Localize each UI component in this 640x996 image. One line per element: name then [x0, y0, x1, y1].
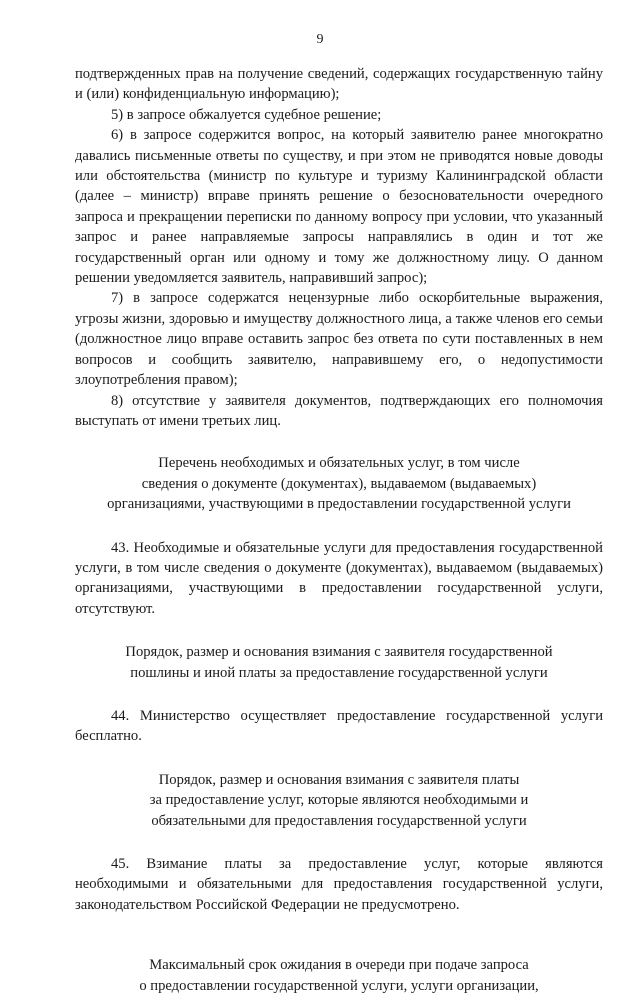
heading-line: Перечень необходимых и обязательных услуг, в том числе [158, 455, 520, 472]
heading-line: Порядок, размер и основания взимания с заявителя государственной [125, 644, 553, 661]
section-heading-required-services [75, 453, 603, 514]
paragraph-item-8: 8) отсутствие у заявителя документов, подтверждающих его полномочия выступать от имени третьих лиц. [75, 392, 603, 429]
paragraph-continuation: подтвержденных прав на получение сведений, содержащих государственную тайну и (или) конфиденциальную информацию); [75, 66, 603, 103]
heading-line: организациями, участвующими в предоставлении государственной услуги [107, 496, 571, 513]
heading-line: сведения о документе (документах), выдаваемом (выдаваемых) [141, 475, 537, 492]
paragraph-44: 44. Министерство осуществляет предоставление государственной услуги бесплатно. [75, 707, 603, 745]
heading-line: Порядок, размер и основания взимания с заявителя платы [158, 771, 520, 788]
heading-line: за предоставление услуг, которые являются необходимыми и [149, 792, 529, 809]
paragraph-43: 43. Необходимые и обязательные услуги для предоставления государственной услуги, в том числе сведения о документе (документах), выдаваемом (выдаваемых) организациями, участвующими в предоставлении государственной услуги, отсутствуют. [75, 539, 603, 617]
heading-line: о предоставлении государственной услуги, услуги организации, [139, 977, 539, 994]
paragraph-item-6: 6) в запросе содержится вопрос, на который заявителю ранее многократно давались письменные ответы по существу, и при этом не приводятся новые доводы или обстоятельства (министр по культуре и туризму Калининградской области (далее – министр) вправе принять решение о безосновательности очередного запроса и прекращении переписки по данному вопросу при условии, что указанный запрос и ранее направляемые запросы направлялись в один и тот же государственный орган или одному и тому же должностному лицу. О данном решении уведомляется заявитель, направивший запрос); [75, 127, 603, 287]
document-body [75, 64, 603, 996]
section-heading-state-fee [75, 642, 603, 683]
heading-line: пошлины и иной платы за предоставление государственной услуги [130, 664, 548, 681]
paragraph-45: 45. Взимание платы за предоставление услуг, которые являются необходимыми и обязательными для предоставления государственной услуги, законодательством Российской Федерации не предусмотрено. [75, 856, 603, 913]
heading-line: Максимальный срок ожидания в очереди при подаче запроса [149, 957, 529, 974]
page-number: 9 [316, 32, 324, 47]
paragraph-item-5: 5) в запросе обжалуется судебное решение; [111, 106, 382, 123]
heading-line: обязательными для предоставления государственной услуги [151, 812, 527, 829]
section-heading-service-fee [75, 770, 603, 831]
paragraph-item-7: 7) в запросе содержатся нецензурные либо оскорбительные выражения, угрозы жизни, здоровью и имуществу должностного лица, а также членов его семьи (должностное лицо вправе оставить запрос без ответа по сути поставленных в нем вопросов и сообщить заявителю, направившему его, о недопустимости злоупотребления правом); [75, 290, 603, 389]
section-heading-queue-time [75, 955, 603, 996]
